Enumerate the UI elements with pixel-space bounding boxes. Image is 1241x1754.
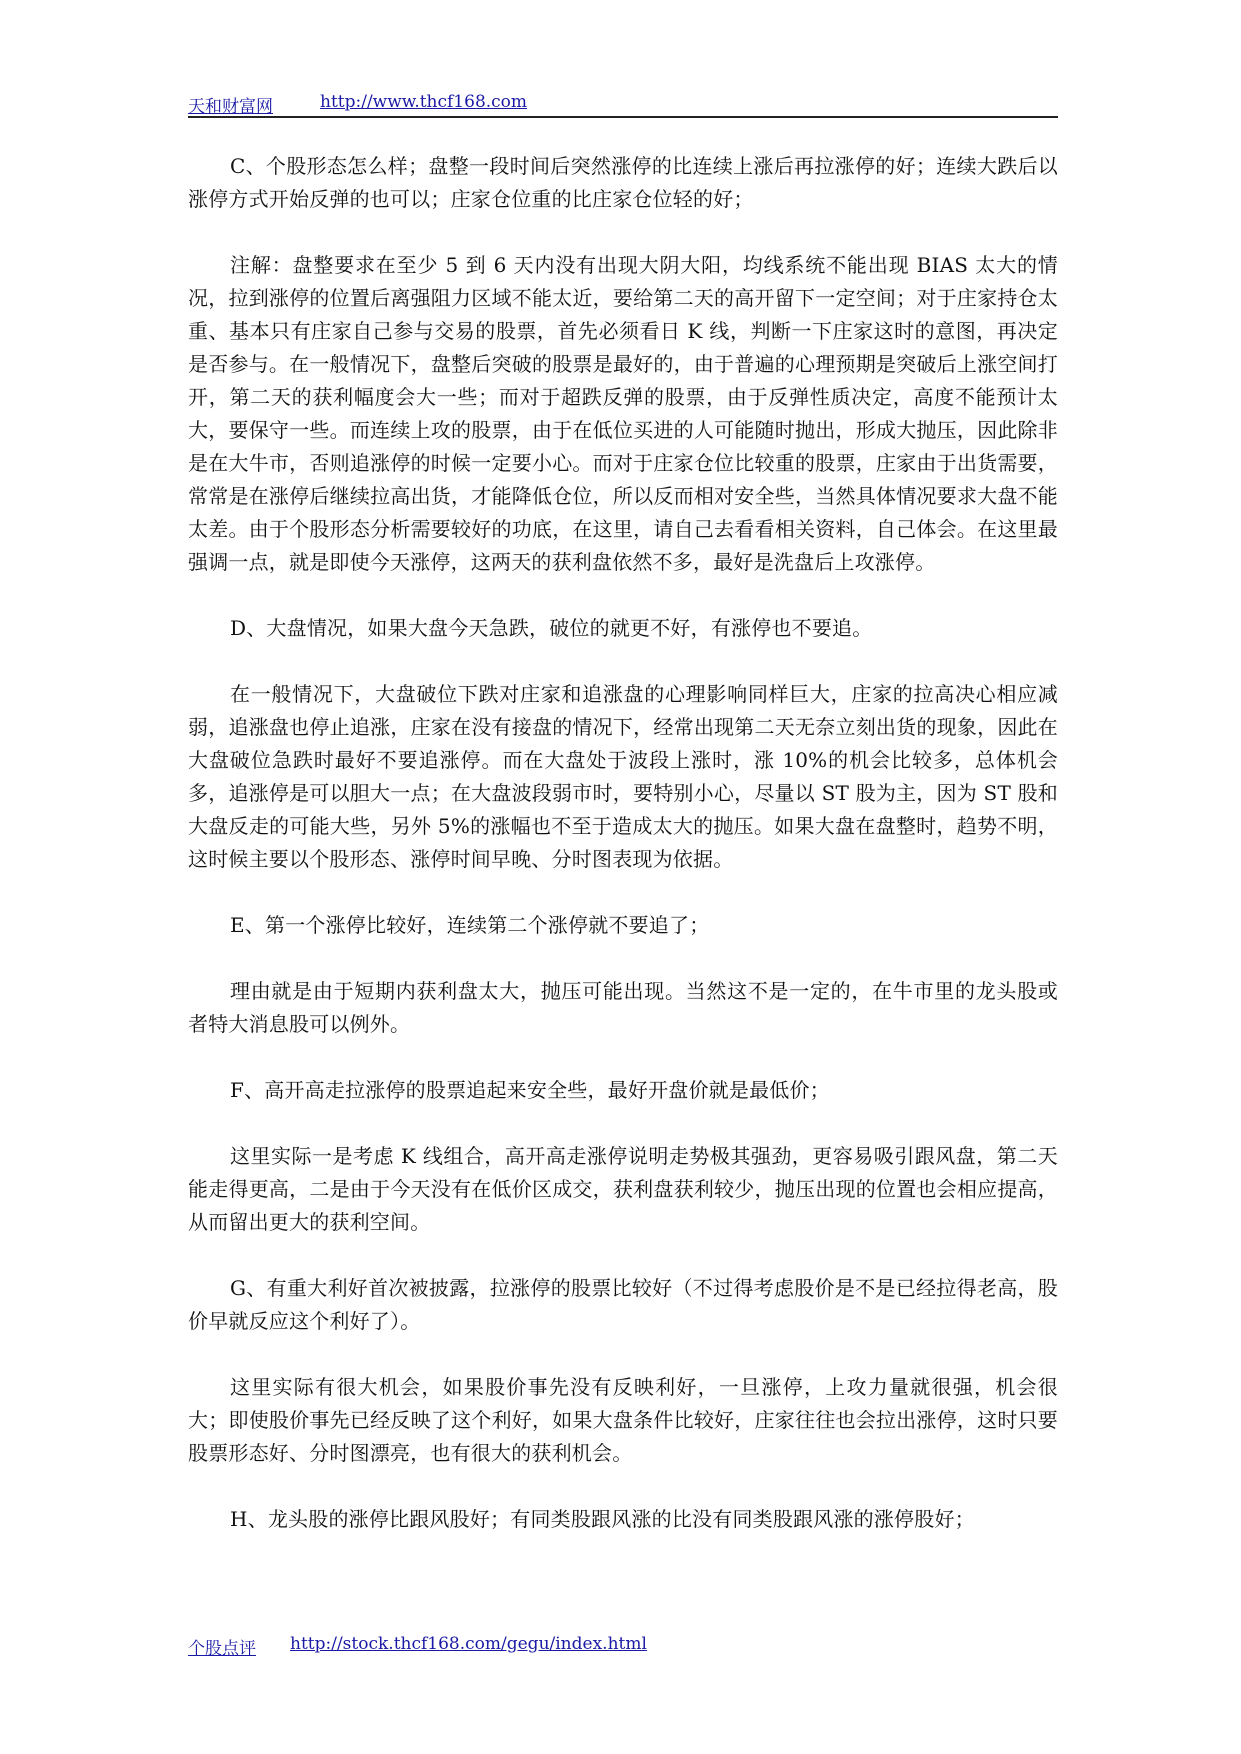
page-footer (188, 1634, 1058, 1662)
paragraph-e-explanation: 理由就是由于短期内获利盘太大，抛压可能出现。当然这不是一定的，在牛市里的龙头股或者特大消息股可以例外。 (188, 979, 1058, 1036)
paragraph-c-heading: C、个股形态怎么样；盘整一段时间后突然涨停的比连续上涨后再拉涨停的好；连续大跌后以涨停方式开始反弹的也可以；庄家仓位重的比庄家仓位轻的好； (188, 154, 1058, 211)
paragraph-g-heading: G、有重大利好首次被披露，拉涨停的股票比较好（不过得考虑股价是不是已经拉得老高，股价早就反应这个利好了）。 (188, 1276, 1058, 1333)
paragraph-d-explanation: 在一般情况下，大盘破位下跌对庄家和追涨盘的心理影响同样巨大，庄家的拉高决心相应减弱，追涨盘也停止追涨，庄家在没有接盘的情况下，经常出现第二天无奈立刻出货的现象，因此在大盘破位急跌时最好不要追涨停。而在大盘处于波段上涨时，涨 10%的机会比较多，总体机会多，追涨停是可以胆大一点；在大盘波段弱市时，要特别小心，尽量以 ST 股为主，因为 ST 股和大盘反走的可能大些，另外 5%的涨幅也不至于造成太大的抛压。如果大盘在盘整时，趋势不明，这时候主要以个股形态、涨停时间早晚、分时图表现为依据。 (188, 682, 1058, 871)
paragraph-d-heading: D、大盘情况，如果大盘今天急跌，破位的就更不好，有涨停也不要追。 (230, 616, 873, 640)
page-header (188, 86, 1058, 118)
paragraph-g-explanation: 这里实际有很大机会，如果股价事先没有反映利好，一旦涨停，上攻力量就很强，机会很大；即使股价事先已经反映了这个利好，如果大盘条件比较好，庄家往往也会拉出涨停，这时只要股票形态好、分时图漂亮，也有很大的获利机会。 (188, 1375, 1058, 1465)
footer-label-link[interactable]: 个股点评 (188, 1639, 256, 1659)
footer-url-link[interactable]: http://stock.thcf168.com/gegu/index.html (290, 1634, 647, 1654)
document-body (188, 150, 1058, 1536)
paragraph-c-note: 注解：盘整要求在至少 5 到 6 天内没有出现大阴大阳，均线系统不能出现 BIAS 太大的情况，拉到涨停的位置后离强阻力区域不能太近，要给第二天的高开留下一定空间；对于庄家持仓太重、基本只有庄家自己参与交易的股票，首先必须看日 K 线，判断一下庄家这时的意图，再决定是否参与。在一般情况下，盘整后突破的股票是最好的，由于普遍的心理预期是突破后上涨空间打开，第二天的获利幅度会大一些；而对于超跌反弹的股票，由于反弹性质决定，高度不能预计太大，要保守一些。而连续上攻的股票，由于在低位买进的人可能随时抛出，形成大抛压，因此除非是在大牛市，否则追涨停的时候一定要小心。而对于庄家仓位比较重的股票，庄家由于出货需要，常常是在涨停后继续拉高出货，才能降低仓位，所以反而相对安全些，当然具体情况要求大盘不能太差。由于个股形态分析需要较好的功底，在这里，请自己去看看相关资料，自己体会。在这里最强调一点，就是即使今天涨停，这两天的获利盘依然不多，最好是洗盘后上攻涨停。 (188, 253, 1058, 574)
site-name-link[interactable]: 天和财富网 (188, 97, 273, 117)
paragraph-f-explanation: 这里实际一是考虑 K 线组合，高开高走涨停说明走势极其强劲，更容易吸引跟风盘，第二天能走得更高，二是由于今天没有在低价区成交，获利盘获利较少，抛压出现的位置也会相应提高，从而留出更大的获利空间。 (188, 1144, 1058, 1234)
paragraph-h-heading: H、龙头股的涨停比跟风股好；有同类股跟风涨的比没有同类股跟风涨的涨停股好； (230, 1507, 975, 1531)
site-url-link[interactable]: http://www.thcf168.com (320, 92, 528, 112)
paragraph-f-heading: F、高开高走拉涨停的股票追起来安全些，最好开盘价就是最低价； (230, 1078, 830, 1102)
paragraph-e-heading: E、第一个涨停比较好，连续第二个涨停就不要追了； (230, 913, 710, 937)
